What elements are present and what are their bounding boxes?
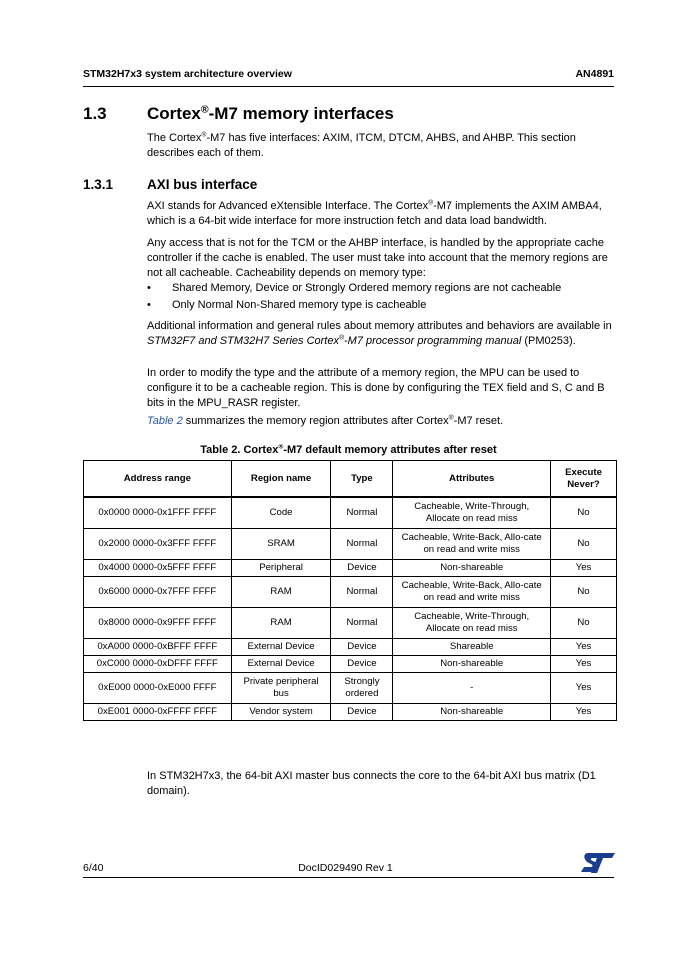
header-rule [83, 86, 614, 87]
table-cell: Non-shareable [393, 704, 551, 721]
closing-paragraph: In STM32H7x3, the 64-bit AXI master bus connects the core to the 64-bit AXI bus matrix (D1 domain). [147, 770, 596, 797]
table-cell: Code [231, 497, 331, 529]
col-header: Type [331, 461, 393, 498]
axi-paragraph-1: AXI stands for Advanced eXtensible Interface. The Cortex®-M7 implements the AXIM AMBA4, which is a 64-bit wide interface for more instruction fetch and data load bandwidth. [147, 199, 602, 227]
table-cell: 0x6000 0000-0x7FFF FFFF [84, 577, 232, 608]
table-cell: Strongly ordered [331, 673, 393, 704]
table-row [84, 673, 617, 704]
table-cell: Yes [551, 656, 617, 673]
intro-paragraph: The Cortex®-M7 has five interfaces: AXIM, ITCM, DTCM, AHBS, and AHBP. This section describes each of them. [147, 131, 576, 159]
table-cell: Cacheable, Write-Back, Allo-cate on read and write miss [393, 577, 551, 608]
table-row [84, 608, 617, 639]
page-header [83, 68, 614, 80]
axi-paragraph-3: Additional information and general rules about memory attributes and behaviors are available in STM32F7 and STM32H7 Series Cortex®-M7 processor programming manual (PM0253). [147, 320, 612, 347]
table-cell: Device [331, 704, 393, 721]
footer-page-number: 6/40 [83, 862, 104, 874]
table-cell: Cacheable, Write-Through, Allocate on read miss [393, 608, 551, 639]
table-cell: 0x4000 0000-0x5FFF FFFF [84, 560, 232, 577]
subsection-number: 1.3.1 [83, 177, 114, 192]
table-cell: Shareable [393, 639, 551, 656]
table-cell: 0xA000 0000-0xBFFF FFFF [84, 639, 232, 656]
col-header: Region name [231, 461, 331, 498]
table-cell: Normal [331, 608, 393, 639]
table-caption: Table 2. Cortex®-M7 default memory attributes after reset [200, 443, 497, 456]
table-row [84, 529, 617, 560]
table-cell: Private peripheral bus [231, 673, 331, 704]
table-cell: 0x8000 0000-0x9FFF FFFF [84, 608, 232, 639]
subsection-title: AXI bus interface [147, 177, 258, 192]
col-header: Address range [84, 461, 232, 498]
table-cell: RAM [231, 608, 331, 639]
table-cell: Peripheral [231, 560, 331, 577]
table-cell: Yes [551, 560, 617, 577]
header-title: STM32H7x3 system architecture overview [83, 68, 292, 80]
table-row [84, 656, 617, 673]
table-cell: Normal [331, 577, 393, 608]
table-cell: 0xE000 0000-0xE000 FFFF [84, 673, 232, 704]
table-cell: No [551, 577, 617, 608]
bullet-icon: • [147, 299, 151, 311]
table-row [84, 639, 617, 656]
table-2-link[interactable]: Table 2 [147, 415, 183, 427]
memory-attributes-table [83, 460, 617, 721]
table-cell: Normal [331, 529, 393, 560]
table-cell: 0x2000 0000-0x3FFF FFFF [84, 529, 232, 560]
st-logo-icon [580, 852, 616, 874]
table-cell: - [393, 673, 551, 704]
header-doc-number: AN4891 [575, 68, 614, 80]
table-cell: No [551, 608, 617, 639]
document-page: STM32H7x3 system architecture overview AN4891 1.3 Cortex®-M7 memory interfaces The Cortex®-M7 has five interfaces: AXIM, ITCM, DTCM, AHBS, and AHBP. This section describes each of them. 1.3.1 AXI bus interface AXI stands for Advanced eXtensible Interface. The Cortex®-M7 implements the AXIM AMBA4, which is a 64-bit wide interface for more instruction fetch and data load bandwidth. Any access that is not for the TCM or the AHBP interface, is handled by the appropriate cache controller if the cache is enabled. The user must take into account that the memory regions are not all cacheable. Cacheability depends on memory type: • Shared Memory, Device or Strongly Ordered memory regions are not cacheable • Only Normal Non-Shared memory type is cacheable Additional information and general rules about memory attributes and behaviors are available in STM32F7 and STM32H7 Series Cortex®-M7 processor programming manual (PM0253). In order to modify the type and the attribute of a memory region, the MPU can be used to configure it to be a cacheable region. This is done by configuring the TEX field and S, C and B bits in the MPU_RASR register. Table 2 summarizes the memory region attributes after Cortex®-M7 reset. Table 2. Cortex®-M7 default memory attributes after reset Address range Region name Type Attributes Execute Never? 0x0000 0000-0x1FFF FFFF Code Normal Cacheable, Write-Through, Allocate on read miss No 0x2000 0000-0x3FFF FFFF SRAM Normal Cacheable, Write-Back, Allo-cate on read and write miss No 0x4000 0000-0x5FFF FFFF Peripheral Device Non-shareable Yes 0x6000 0000-0x7FFF FFFF RAM Normal Cacheable, Write-Back, Allo-cate on read and write miss No 0x8000 0000-0x9FFF FFFF RAM Normal Cacheable, Write-Through, Allocate on read miss No 0xA000 0000-0xBFFF FFFF External Device Device Shareable Yes 0xC000 0000-0xDFFF FFFF External Device Device Non-shareable Yes 0xE000 0000-0xE000 FFFF Private peripheral bus Strongly ordered - Yes 0xE001 0000-0xFFFF FFFF Vendor system Device Non-shareable Yes In STM32H7x3, the 64-bit AXI master bus connects the core to the 64-bit AXI bus matrix (D1 domain). DocID029490 Rev 1 6/40 [0, 0, 691, 978]
col-header: Execute Never? [551, 461, 617, 498]
table-cell: Non-shareable [393, 656, 551, 673]
table-cell: Device [331, 639, 393, 656]
table-cell: 0x0000 0000-0x1FFF FFFF [84, 497, 232, 529]
footer-doc-id: DocID029490 Rev 1 [298, 862, 393, 874]
table-cell: SRAM [231, 529, 331, 560]
table-cell: Cacheable, Write-Through, Allocate on read miss [393, 497, 551, 529]
table-cell: Yes [551, 704, 617, 721]
table-row [84, 560, 617, 577]
table-cell: Normal [331, 497, 393, 529]
subsection-heading [83, 177, 257, 192]
table-cell: Non-shareable [393, 560, 551, 577]
footer-rule [83, 877, 614, 878]
table-cell: RAM [231, 577, 331, 608]
table-cell: Device [331, 560, 393, 577]
table-cell: 0xC000 0000-0xDFFF FFFF [84, 656, 232, 673]
section-heading: 1.3 Cortex®-M7 memory interfaces [83, 103, 394, 123]
section-number: 1.3 [83, 104, 107, 123]
table-cell: External Device [231, 656, 331, 673]
axi-paragraph-2: Any access that is not for the TCM or the AHBP interface, is handled by the appropriate cache controller if the cache is enabled. The user must take into account that the memory regions are not all cacheable. Cacheability depends on memory type: [147, 237, 608, 279]
bullet-icon: • [147, 282, 151, 294]
table-cell: Device [331, 656, 393, 673]
table-header-row [84, 461, 617, 498]
table-cell: No [551, 529, 617, 560]
table-row [84, 497, 617, 529]
col-header: Attributes [393, 461, 551, 498]
table-row [84, 704, 617, 721]
table-cell: 0xE001 0000-0xFFFF FFFF [84, 704, 232, 721]
table-cell: External Device [231, 639, 331, 656]
table-row [84, 577, 617, 608]
table-cell: Yes [551, 639, 617, 656]
table-cell: Vendor system [231, 704, 331, 721]
axi-paragraph-4: In order to modify the type and the attribute of a memory region, the MPU can be used to configure it to be a cacheable region. This is done by configuring the TEX field and S, C and B bits in the MPU_RASR register. [147, 367, 605, 409]
axi-paragraph-5: Table 2 summarizes the memory region attributes after Cortex®-M7 reset. [147, 414, 504, 427]
table-cell: Yes [551, 673, 617, 704]
table-cell: No [551, 497, 617, 529]
table-cell: Cacheable, Write-Back, Allo-cate on read and write miss [393, 529, 551, 560]
